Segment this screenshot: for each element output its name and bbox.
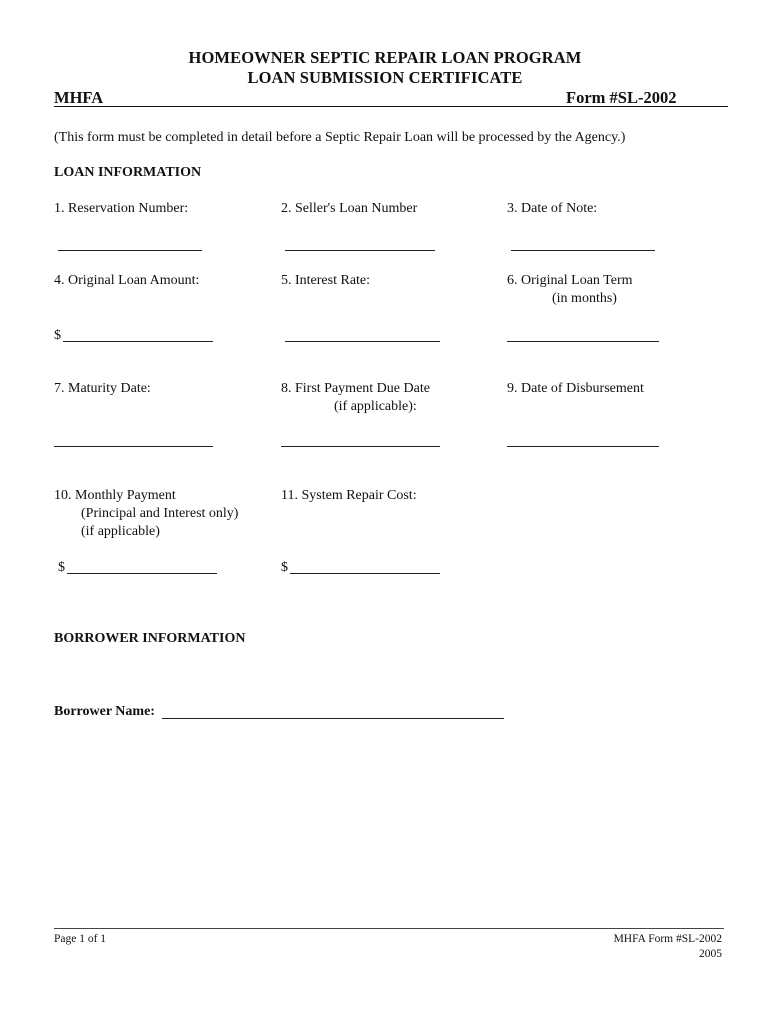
interest-rate-field[interactable]: [285, 341, 440, 342]
footer-form-reference: MHFA Form #SL-2002: [613, 933, 722, 945]
sellers-loan-number-label: 2. Seller's Loan Number: [281, 201, 418, 216]
footer-year: 2005: [699, 948, 722, 960]
loan-information-heading: LOAN INFORMATION: [54, 165, 202, 180]
date-of-note-label: 3. Date of Note:: [507, 201, 598, 216]
form-subtitle: LOAN SUBMISSION CERTIFICATE: [247, 68, 523, 87]
reservation-number-field[interactable]: [58, 250, 202, 251]
original-loan-amount-field[interactable]: [63, 341, 213, 342]
monthly-payment-note: (if applicable): [81, 524, 160, 539]
borrower-information-heading: BORROWER INFORMATION: [54, 631, 246, 646]
system-repair-cost-field[interactable]: [290, 573, 440, 574]
form-instructions: (This form must be completed in detail before a Septic Repair Loan will be processed by the Agency.): [54, 130, 626, 145]
reservation-number-label: 1. Reservation Number:: [54, 201, 189, 216]
original-loan-amount-currency: $: [54, 328, 61, 343]
page-number: Page 1 of 1: [54, 933, 107, 945]
borrower-name-label: Borrower Name:: [54, 704, 155, 719]
original-loan-term-sublabel: (in months): [552, 291, 617, 306]
date-of-disbursement-field[interactable]: [507, 446, 659, 447]
header-rule: [54, 106, 728, 107]
first-payment-due-date-sublabel: (if applicable):: [334, 399, 417, 414]
original-loan-term-field[interactable]: [507, 341, 659, 342]
original-loan-amount-label: 4. Original Loan Amount:: [54, 273, 200, 288]
monthly-payment-sublabel: (Principal and Interest only): [81, 506, 239, 521]
monthly-payment-field[interactable]: [67, 573, 217, 574]
form-number: Form #SL-2002: [566, 88, 677, 107]
first-payment-due-date-label: 8. First Payment Due Date: [281, 381, 430, 396]
date-of-note-field[interactable]: [511, 250, 655, 251]
system-repair-cost-currency: $: [281, 560, 288, 575]
date-of-disbursement-label: 9. Date of Disbursement: [507, 381, 644, 396]
maturity-date-label: 7. Maturity Date:: [54, 381, 151, 396]
agency-name: MHFA: [54, 88, 104, 107]
maturity-date-field[interactable]: [54, 446, 213, 447]
interest-rate-label: 5. Interest Rate:: [281, 273, 371, 288]
first-payment-due-date-field[interactable]: [281, 446, 440, 447]
sellers-loan-number-field[interactable]: [285, 250, 435, 251]
system-repair-cost-label: 11. System Repair Cost:: [281, 488, 417, 503]
borrower-name-field[interactable]: [162, 718, 504, 719]
form-title: HOMEOWNER SEPTIC REPAIR LOAN PROGRAM: [188, 48, 582, 67]
footer-rule: [54, 928, 724, 929]
monthly-payment-label: 10. Monthly Payment: [54, 488, 176, 503]
monthly-payment-currency: $: [58, 560, 65, 575]
original-loan-term-label: 6. Original Loan Term: [507, 273, 633, 288]
